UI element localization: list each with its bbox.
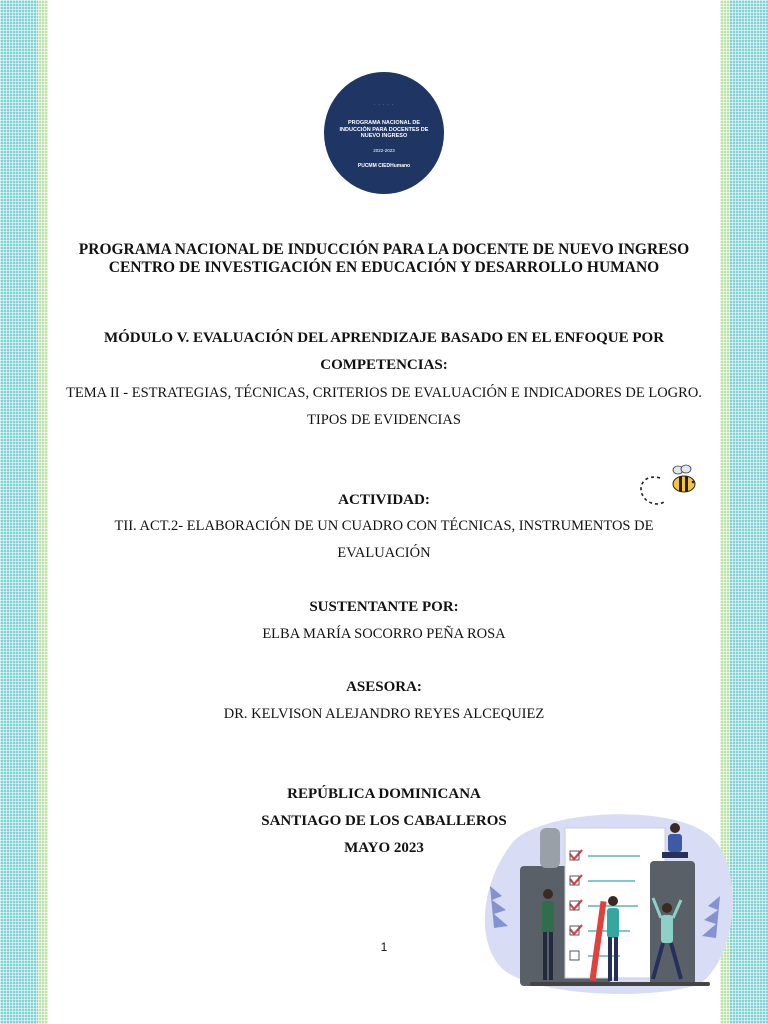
advisor-name: DR. KELVISON ALEJANDRO REYES ALCEQUIEZ [223, 706, 545, 722]
module-topic: TEMA II - ESTRATEGIAS, TÉCNICAS, CRITERIOS DE EVALUACIÓN E INDICADORES DE LOGRO. TIPOS DE EVIDENCIAS [66, 385, 702, 428]
logo-years: 2022-2023 [373, 148, 395, 153]
activity-text: TII. ACT.2- ELABORACIÓN DE UN CUADRO CON TÉCNICAS, INSTRUMENTOS DE EVALUACIÓN [114, 518, 654, 561]
header-line-2: CENTRO DE INVESTIGACIÓN EN EDUCACIÓN Y DESARROLLO HUMANO [108, 259, 660, 276]
program-logo [324, 72, 444, 194]
presenter-label: SUSTENTANTE POR: [309, 599, 459, 615]
logo-program-text: PROGRAMA NACIONAL DE INDUCCIÓN PARA DOCENTES DE NUEVO INGRESO [339, 120, 429, 139]
evaluation-checklist-illustration [470, 806, 740, 996]
logo-institution-marks: · · · · · [373, 102, 395, 107]
footer-date: MAYO 2023 [344, 840, 424, 856]
module-title: MÓDULO V. EVALUACIÓN DEL APRENDIZAJE BASADO EN EL ENFOQUE POR COMPETENCIAS: [103, 330, 665, 373]
left-decorative-border [0, 0, 48, 1024]
header-line-1: PROGRAMA NACIONAL DE INDUCCIÓN PARA LA DOCENTE DE NUEVO INGRESO [78, 241, 690, 258]
activity-label: ACTIVIDAD: [338, 492, 430, 508]
footer-country: REPÚBLICA DOMINICANA [287, 786, 481, 802]
footer-city: SANTIAGO DE LOS CABALLEROS [261, 813, 507, 829]
logo-brands: PUCMM CIEDHumano [357, 163, 411, 169]
header [60, 241, 708, 277]
presenter-name: ELBA MARÍA SOCORRO PEÑA ROSA [262, 626, 506, 642]
advisor-label: ASESORA: [346, 679, 422, 695]
page-number: 1 [380, 940, 388, 954]
